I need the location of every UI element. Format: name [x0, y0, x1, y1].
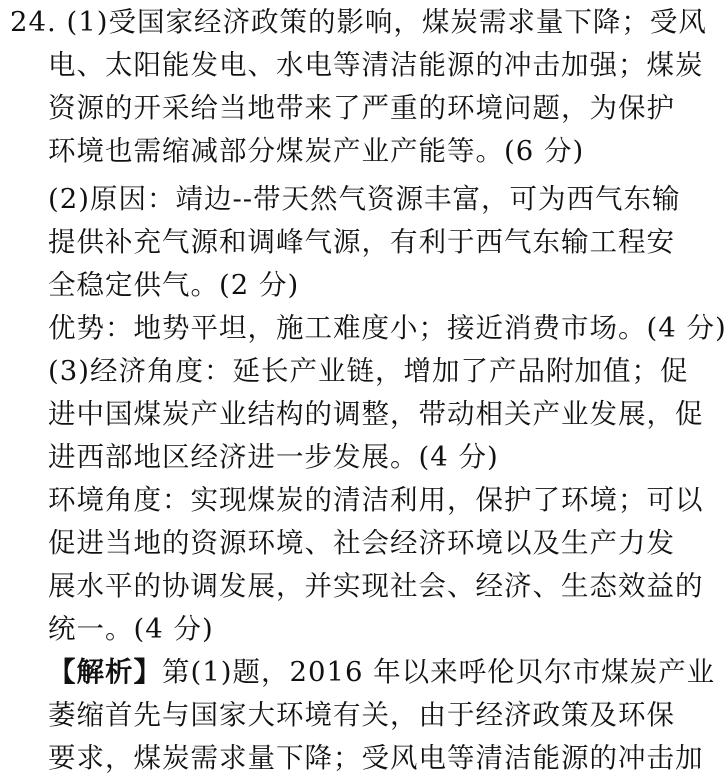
question-number: 24. [10, 6, 57, 38]
answer-part2-line-3: 全稳定供气。(2 分) [48, 269, 300, 301]
answer-part3-line-2: 进中国煤炭产业结构的调整，带动相关产业发展，促 [48, 398, 704, 430]
answer-part2-line-4: 优势：地势平坦，施工难度小；接近消费市场。(4 分) [48, 312, 727, 344]
answer-part2-line-2: 提供补充气源和调峰气源，有利于西气东输工程安 [48, 226, 675, 258]
answer-part3-line-7: 统一。(4 分) [48, 613, 214, 645]
answer-part3-line-6: 展水平的协调发展，并实现社会、经济、生态效益的 [48, 570, 704, 602]
answer-part1-line-1: (1)受国家经济政策的影响，煤炭需求量下降；受风 [66, 6, 707, 38]
answer-part3-line-1: (3)经济角度：延长产业链，增加了产品附加值；促 [48, 355, 689, 387]
analysis-line-3: 要求，煤炭需求量下降；受风电等清洁能源的冲击加 [48, 742, 704, 774]
answer-part3-line-3: 进西部地区经济进一步发展。(4 分) [48, 441, 499, 473]
analysis-line-2: 萎缩首先与国家大环境有关，由于经济政策及环保 [48, 699, 675, 731]
answer-part3-line-5: 促进当地的资源环境、社会经济环境以及生产力发 [48, 527, 675, 559]
answer-part1-line-2: 电、太阳能发电、水电等清洁能源的冲击加强；煤炭 [48, 49, 704, 81]
answer-line [10, 4, 707, 40]
answer-part1-line-4: 环境也需缩减部分煤炭产业产能等。(6 分) [48, 135, 585, 167]
answer-part1-line-3: 资源的开采给当地带来了严重的环境问题，为保护 [48, 92, 675, 124]
answer-part2-line-1: (2)原因：靖边--带天然气资源丰富，可为西气东输 [48, 183, 681, 215]
analysis-line-1 [48, 654, 715, 690]
answer-part3-line-4: 环境角度：实现煤炭的清洁利用，保护了环境；可以 [48, 484, 704, 516]
analysis-text-1: 第(1)题，2016 年以来呼伦贝尔市煤炭产业 [162, 656, 716, 688]
analysis-label: 【解析】 [48, 656, 162, 688]
